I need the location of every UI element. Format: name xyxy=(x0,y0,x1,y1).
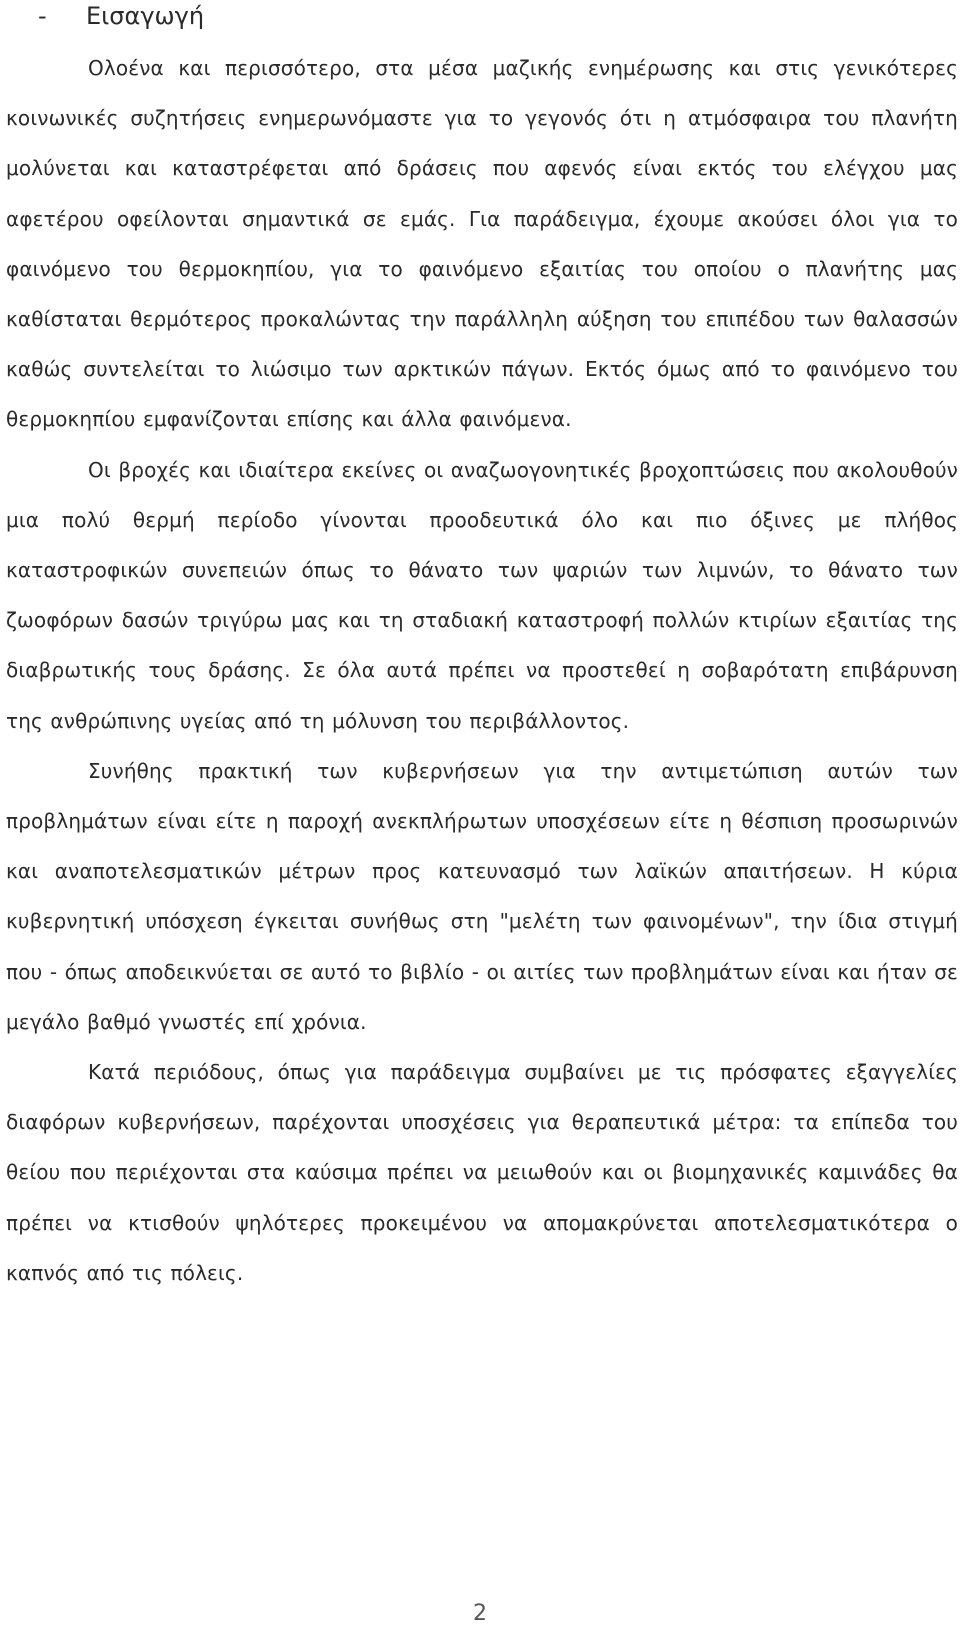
paragraph-4: Κατά περιόδους, όπως για παράδειγμα συμβαίνει με τις πρόσφατες εξαγγελίες διαφόρων κυβερνήσεων, παρέχονται υποσχέσεις για θεραπευτικά μέτρα: τα επίπεδα του θείου που περιέχονται στα καύσιμα πρέπει να μειωθούν και οι βιομηχανικές καμινάδες θα πρέπει να κτισθούν ψηλότερες προκειμένου να απομακρύνεται αποτελεσματικότερα ο καπνός από τις πόλεις. xyxy=(6,1060,958,1285)
heading-title: Εισαγωγή xyxy=(86,2,205,30)
paragraph-2: Οι βροχές και ιδιαίτερα εκείνες οι αναζωογονητικές βροχοπτώσεις που ακολουθούν μια πολύ θερμή περίοδο γίνονται προοδευτικά όλο και πιο όξινες με πλήθος καταστροφικών συνεπειών όπως το θάνατο των ψαριών των λιμνών, το θάνατο των ζωοφόρων δασών τριγύρω μας και τη σταδιακή καταστροφή πολλών κτιρίων εξαιτίας της διαβρωτικής τους δράσης. Σε όλα αυτά πρέπει να προστεθεί η σοβαρότατη επιβάρυνση της ανθρώπινης υγείας από τη μόλυνση του περιβάλλοντος. xyxy=(6,457,959,733)
heading-bullet: - xyxy=(38,2,47,30)
section-heading xyxy=(38,0,204,32)
body-text xyxy=(6,43,958,1298)
paragraph-1: Ολοένα και περισσότερο, στα μέσα μαζικής ενημέρωσης και στις γενικότερες κοινωνικές συζητήσεις ενημερωνόμαστε για το γεγονός ότι η ατμόσφαιρα του πλανήτη μολύνεται και καταστρέφεται από δράσεις που αφενός είναι εκτός του ελέγχου μας αφετέρου οφείλονται σημαντικά σε εμάς. Για παράδειγμα, έχουμε ακούσει όλοι για το φαινόμενο του θερμοκηπίου, για το φαινόμενο εξαιτίας του οποίου ο πλανήτης μας καθίσταται θερμότερος προκαλώντας την παράλληλη αύξηση του επιπέδου των θαλασσών καθώς συντελείται το λιώσιμο των αρκτικών πάγων. Εκτός όμως από το φαινόμενο του θερμοκηπίου εμφανίζονται επίσης και άλλα φαινόμενα. xyxy=(6,56,958,432)
paragraph-3: Συνήθης πρακτική των κυβερνήσεων για την αντιμετώπιση αυτών των προβλημάτων είναι είτε η παροχή ανεκπλήρωτων υποσχέσεων είτε η θέσπιση προσωρινών και αναποτελεσματικών μέτρων προς κατευνασμό των λαϊκών απαιτήσεων. Η κύρια κυβερνητική υπόσχεση έγκειται συνήθως στη "μελέτη των φαινομένων", την ίδια στιγμή που - όπως αποδεικνύεται σε αυτό το βιβλίο - οι αιτίες των προβλημάτων είναι και ήταν σε μεγάλο βαθμό γνωστές επί χρόνια. xyxy=(6,758,958,1034)
page-number: 2 xyxy=(473,1601,487,1626)
